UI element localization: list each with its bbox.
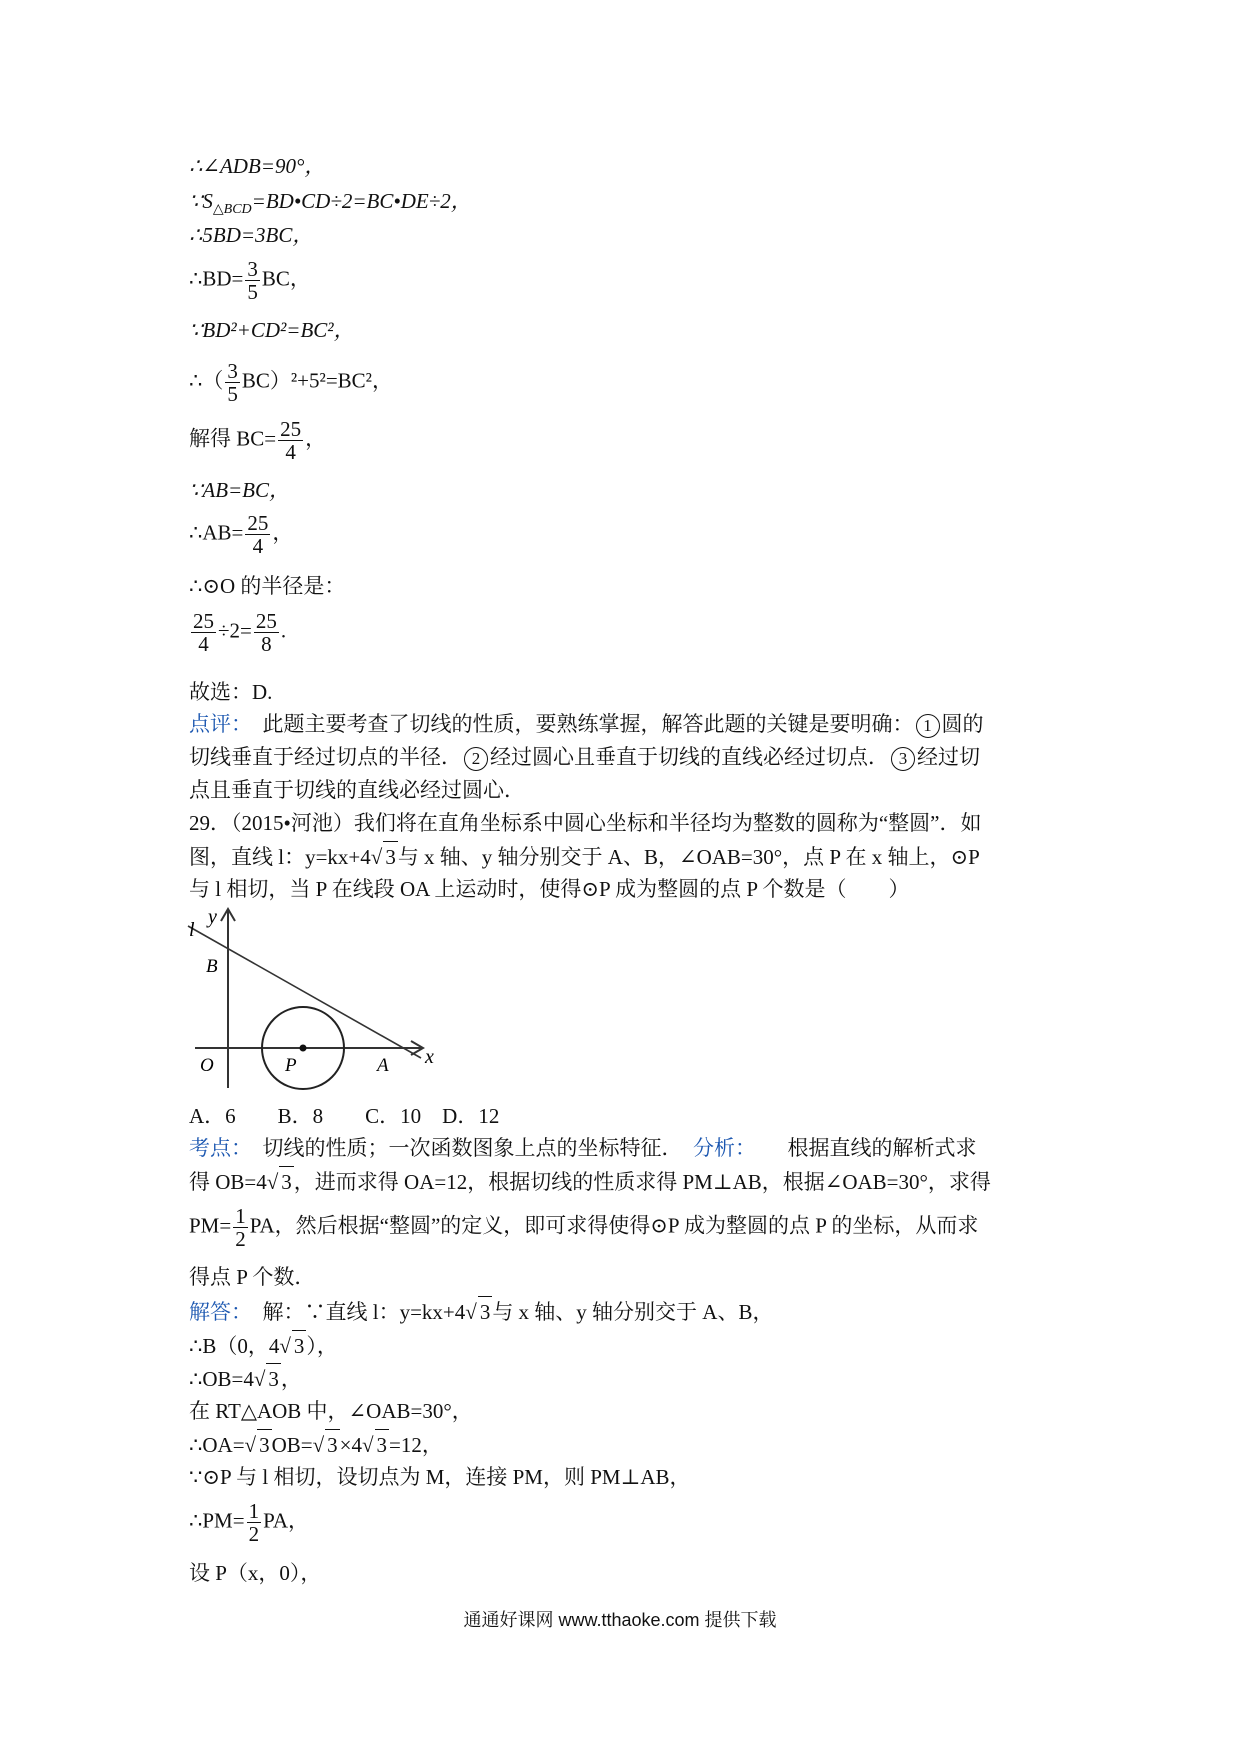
text: . xyxy=(280,618,287,643)
solution-line-11 xyxy=(189,610,286,655)
page-footer: 通通好课网 www.tthaoke.com 提供下载 xyxy=(463,1610,777,1630)
radicand: 3 xyxy=(257,1429,272,1460)
text: ∴AB= xyxy=(189,520,244,545)
analysis-line-3 xyxy=(189,1205,978,1250)
text: ∴BD= xyxy=(189,266,244,291)
radical-sign: √ xyxy=(244,1433,257,1457)
fraction xyxy=(278,418,303,463)
analysis-line-2 xyxy=(189,1166,991,1197)
denominator: 4 xyxy=(285,440,296,464)
radicand: 3 xyxy=(279,1166,294,1197)
text: ∴（ xyxy=(189,368,224,393)
radicand: 3 xyxy=(266,1363,281,1394)
text: 根据直线的解析式求 xyxy=(787,1136,977,1160)
text: ∵S xyxy=(189,189,213,213)
numerator: 3 xyxy=(247,257,258,281)
review-line-3: 点且垂直于切线的直线必经过圆心． xyxy=(189,778,525,802)
text: PA， xyxy=(263,1508,309,1533)
kaodian-label: 考点： xyxy=(189,1136,252,1160)
fraction xyxy=(191,610,216,655)
answer-line-7 xyxy=(189,1500,309,1545)
text: 解得 BC= xyxy=(189,426,277,451)
text: ）， xyxy=(306,1334,338,1358)
question-line-3: 与 l 相切，当 P 在线段 OA 上运动时，使得⊙P 成为整圆的点 P 个数是（ ） xyxy=(189,877,910,901)
text: ， xyxy=(272,520,294,545)
circled-number: 2 xyxy=(464,747,488,771)
denominator: 5 xyxy=(247,280,258,304)
text: 与 x 轴、y 轴分别交于 A、B， xyxy=(492,1300,774,1324)
question-line-2 xyxy=(189,841,980,872)
text: ， xyxy=(305,426,327,451)
radicand: 3 xyxy=(375,1429,390,1460)
text: ∴PM= xyxy=(189,1508,245,1533)
text: BC）²+5²=BC²， xyxy=(241,368,393,393)
label-l: l xyxy=(189,919,195,941)
point-p xyxy=(300,1045,307,1052)
text: ， xyxy=(280,1367,302,1391)
solution-line-3: ∴5BD=3BC， xyxy=(189,223,314,247)
circled-number: 1 xyxy=(916,714,940,738)
text: ÷2= xyxy=(218,618,252,643)
solution-line-5: ∵BD²+CD²=BC²， xyxy=(189,318,355,342)
label-o: O xyxy=(200,1055,214,1076)
analysis-line-1 xyxy=(189,1133,977,1163)
solution-line-6 xyxy=(189,360,393,405)
answer-line-8: 设 P（x，0）， xyxy=(189,1561,322,1585)
solution-line-7 xyxy=(189,418,326,463)
answer-line-4: 在 RT△AOB 中，∠OAB=30°， xyxy=(189,1399,473,1423)
text: ×4 xyxy=(339,1433,362,1457)
subscript: △BCD xyxy=(212,202,252,218)
solution-line-4 xyxy=(189,258,311,303)
text: 此题主要考查了切线的性质，要熟练掌握，解答此题的关键是要明确： xyxy=(262,712,914,736)
text: =BD•CD÷2=BC•DE÷2， xyxy=(251,189,472,213)
radicand: 3 xyxy=(478,1296,493,1327)
answer-line-2 xyxy=(189,1330,338,1361)
review-label: 点评： xyxy=(189,712,252,736)
radical-sign: √ xyxy=(266,1170,279,1194)
answer-line-1 xyxy=(189,1296,773,1327)
text: ∴OB=4 xyxy=(189,1367,254,1391)
denominator: 4 xyxy=(252,534,264,558)
answer-line-5 xyxy=(189,1429,443,1460)
text: ∴OA= xyxy=(189,1433,245,1457)
label-x: x xyxy=(425,1046,434,1068)
fraction xyxy=(245,258,260,303)
text: PA，然后根据“整圆”的定义，即可求得使得⊙P 成为整圆的点 P 的坐标，从而求 xyxy=(249,1213,979,1238)
radical-sign: √ xyxy=(370,845,383,869)
numerator: 25 xyxy=(193,609,214,633)
fraction xyxy=(254,610,279,655)
denominator: 8 xyxy=(261,632,272,656)
fraction xyxy=(245,512,270,557)
text: =12， xyxy=(389,1433,443,1457)
solution-line-1: ∴∠ADB=90°， xyxy=(189,154,326,178)
label-y: y xyxy=(208,906,217,928)
text: 解：∵直线 l：y=kx+4 xyxy=(262,1300,466,1324)
radical-sign: √ xyxy=(279,1334,291,1358)
numerator: 1 xyxy=(235,1204,246,1228)
label-p: P xyxy=(285,1055,297,1076)
radicand: 3 xyxy=(292,1330,307,1361)
label-a: A xyxy=(377,1055,389,1076)
denominator: 2 xyxy=(248,1522,260,1546)
review-line-1 xyxy=(189,709,984,739)
radical-sign: √ xyxy=(361,1433,374,1457)
radicand: 3 xyxy=(383,841,398,872)
fraction xyxy=(247,1500,262,1545)
fraction xyxy=(233,1205,248,1250)
question-options: A．6 B．8 C．10 D．12 xyxy=(189,1104,500,1128)
solution-line-8: ∵AB=BC， xyxy=(189,478,291,502)
question-line-1: 29．（2015•河池）我们将在直角坐标系中圆心坐标和半径均为整数的圆称为“整圆”．如 xyxy=(189,811,982,835)
text: 得 OB=4 xyxy=(189,1170,267,1194)
circled-number: 3 xyxy=(891,747,915,771)
line-l xyxy=(188,926,421,1058)
radical-sign: √ xyxy=(312,1433,325,1457)
radical-sign: √ xyxy=(253,1367,266,1391)
answer-line-3 xyxy=(189,1363,302,1394)
text: PM= xyxy=(189,1213,232,1238)
answer-line-6: ∵⊙P 与 l 相切，设切点为 M，连接 PM，则 PM⊥AB， xyxy=(189,1465,691,1489)
denominator: 4 xyxy=(198,632,209,656)
numerator: 1 xyxy=(248,1499,260,1523)
text: ∴B（0，4 xyxy=(189,1334,280,1358)
fraction xyxy=(225,360,240,405)
text: 经过切 xyxy=(917,745,980,769)
text: 经过圆心且垂直于切线的直线必经过切点． xyxy=(490,745,889,769)
radical-sign: √ xyxy=(465,1300,477,1324)
fenxi-label: 分析： xyxy=(693,1136,756,1160)
geometry-figure xyxy=(185,905,445,1095)
review-line-2 xyxy=(189,742,980,772)
text: OB= xyxy=(271,1433,313,1457)
text: BC， xyxy=(261,266,311,291)
label-b: B xyxy=(206,956,218,977)
answer-label: 解答： xyxy=(189,1300,252,1324)
numerator: 25 xyxy=(247,511,269,535)
denominator: 2 xyxy=(235,1227,246,1251)
numerator: 25 xyxy=(255,609,277,633)
numerator: 3 xyxy=(227,359,238,383)
analysis-line-4: 得点 P 个数． xyxy=(189,1265,316,1289)
text: 切线的性质；一次函数图象上点的坐标特征． xyxy=(262,1136,683,1160)
denominator: 5 xyxy=(227,382,238,406)
text: 与 x 轴、y 轴分别交于 A、B，∠OAB=30°，点 P 在 x 轴上，⊙P xyxy=(397,845,980,869)
solution-line-9 xyxy=(189,512,293,557)
radicand: 3 xyxy=(325,1429,340,1460)
text: ，进而求得 OA=12，根据切线的性质求得 PM⊥AB，根据∠OAB=30°，求得 xyxy=(293,1170,991,1194)
text: 切线垂直于经过切点的半径． xyxy=(189,745,462,769)
solution-line-12: 故选：D. xyxy=(189,680,273,704)
numerator: 25 xyxy=(280,417,302,441)
solution-line-10: ∴⊙O 的半径是： xyxy=(189,574,346,598)
text: 圆的 xyxy=(941,712,984,736)
text: 图，直线 l：y=kx+4 xyxy=(189,845,371,869)
